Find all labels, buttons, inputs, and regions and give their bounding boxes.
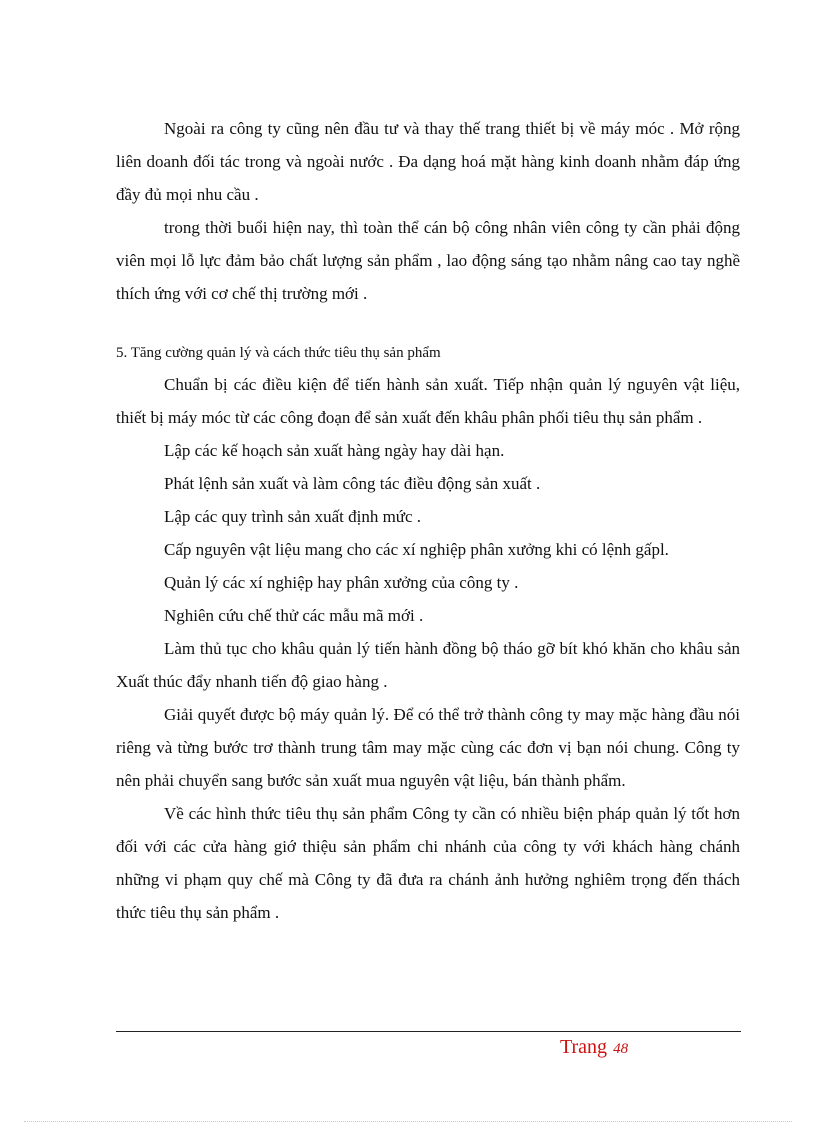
page-body bbox=[116, 112, 740, 929]
footer-divider bbox=[116, 1031, 741, 1032]
closing-paragraph-1: Làm thủ tục cho khâu quản lý tiến hành đồng bộ tháo gỡ bít khó khăn cho khâu sản Xuất thúc đẩy nhanh tiến độ giao hàng . bbox=[116, 639, 740, 691]
list-item: Nghiên cứu chế thử các mẫu mã mới . bbox=[164, 606, 424, 625]
list-item: Quản lý các xí nghiệp hay phân xưởng của công ty . bbox=[164, 573, 519, 592]
section-heading: 5. Tăng cường quản lý và cách thức tiêu thụ sản phẩm bbox=[116, 345, 441, 361]
list-item: Phát lệnh sản xuất và làm công tác điều động sản xuất . bbox=[164, 474, 541, 493]
footer-label: Trang bbox=[560, 1036, 608, 1058]
closing-paragraph-3: Về các hình thức tiêu thụ sản phẩm Công ty cần có nhiều biện pháp quản lý tốt hơn đối với các cửa hàng giớ thiệu sản phẩm chi nhánh của công ty với khách hàng chánh những vi phạm quy chế mà Công ty đã đưa ra chánh ảnh hưởng nghiêm trọng đến thách thức tiêu thụ sản phẩm . bbox=[116, 804, 740, 922]
page-footer bbox=[560, 1036, 628, 1059]
list-item: Cấp nguyên vật liệu mang cho các xí nghiệp phân xưởng khi có lệnh gấpl. bbox=[164, 540, 669, 559]
list-item: Lập các quy trình sản xuất định mức . bbox=[164, 507, 422, 526]
list-item: Lập các kế hoạch sản xuất hàng ngày hay dài hạn. bbox=[164, 441, 505, 460]
page-number: 48 bbox=[613, 1041, 629, 1057]
closing-paragraph-2: Giải quyết được bộ máy quản lý. Để có thể trở thành công ty may mặc hàng đầu nói riêng và từng bước trơ thành trung tâm may mặc cùng các đơn vị bạn nói chung. Công ty nên phải chuyển sang bước sản xuất mua nguyên vật liệu, bán thành phẩm. bbox=[116, 705, 740, 790]
paragraph-2: trong thời buổi hiện nay, thì toàn thể cán bộ công nhân viên công ty cần phải động viên mọi lỗ lực đảm bảo chất lượng sản phẩm , lao động sáng tạo nhằm nâng cao tay nghề thích ứng với cơ chế thị trường mới . bbox=[116, 218, 740, 303]
section-intro: Chuẩn bị các điều kiện để tiến hành sản xuất. Tiếp nhận quản lý nguyên vật liệu, thiết bị máy móc từ các công đoạn để sản xuất đến khâu phân phối tiêu thụ sản phẩm . bbox=[116, 375, 740, 427]
page-edge-divider bbox=[24, 1121, 792, 1122]
paragraph-1: Ngoài ra công ty cũng nên đầu tư và thay thế trang thiết bị về máy móc . Mở rộng liên doanh đối tác trong và ngoài nước . Đa dạng hoá mặt hàng kinh doanh nhằm đáp ứng đầy đủ mọi nhu cầu . bbox=[116, 119, 740, 204]
